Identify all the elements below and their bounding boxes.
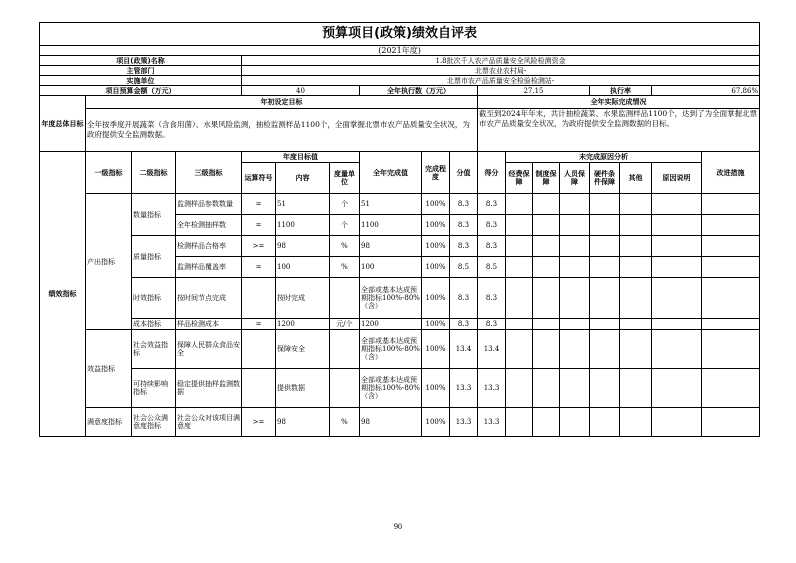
indicator-op xyxy=(242,369,276,408)
improve-header: 改进措施 xyxy=(702,152,760,194)
other-header: 其他 xyxy=(620,163,652,194)
indicator-full: 98 xyxy=(360,408,422,437)
indicator-name: 检测样品合格率 xyxy=(176,236,242,257)
indicator-score: 8.3 xyxy=(450,278,478,319)
unit-value: 北票市农产品质量安全检验检测站- xyxy=(242,76,760,86)
indicator-score: 8.5 xyxy=(450,257,478,278)
indicator-degree: 100% xyxy=(422,319,450,330)
indicator-degree: 100% xyxy=(422,257,450,278)
indicator-op: = xyxy=(242,257,276,278)
indicator-got: 13.3 xyxy=(478,408,506,437)
indicator-full: 51 xyxy=(360,194,422,215)
reason-group-header: 未完成原因分析 xyxy=(506,152,702,163)
actual-goal-header: 全年实际完成情况 xyxy=(478,96,760,109)
l1-satisfaction: 满意度指标 xyxy=(86,408,132,437)
page-title: 预算项目(政策)绩效自评表 xyxy=(40,23,760,46)
target-group-header: 年度目标值 xyxy=(242,152,360,163)
indicator-score: 13.3 xyxy=(450,369,478,408)
indicator-got: 8.3 xyxy=(478,278,506,319)
indicator-score: 8.3 xyxy=(450,236,478,257)
l2-sustain: 可持续影响指标 xyxy=(132,369,176,408)
indicator-degree: 100% xyxy=(422,194,450,215)
indicator-got: 8.3 xyxy=(478,215,506,236)
exec-label: 全年执行数（万元） xyxy=(360,86,478,96)
indicator-unit: 个 xyxy=(330,194,360,215)
indicator-name: 监测样品覆盖率 xyxy=(176,257,242,278)
op-header: 运算符号 xyxy=(242,163,276,194)
indicator-full: 1100 xyxy=(360,215,422,236)
indicator-full: 1200 xyxy=(360,319,422,330)
indicator-degree: 100% xyxy=(422,408,450,437)
indicator-content: 1200 xyxy=(276,319,330,330)
l1-header: 一级指标 xyxy=(86,152,132,194)
l1-output: 产出指标 xyxy=(86,194,132,330)
l2-cost: 成本指标 xyxy=(132,319,176,330)
full-header: 全年完成值 xyxy=(360,152,422,194)
annual-goal-label: 年度总体目标 xyxy=(40,96,86,152)
indicator-content: 100 xyxy=(276,257,330,278)
indicator-degree: 100% xyxy=(422,278,450,319)
indicator-name: 社会公众对该项目满意度 xyxy=(176,408,242,437)
indicator-got: 8.3 xyxy=(478,194,506,215)
initial-goal-header: 年初设定目标 xyxy=(86,96,478,109)
indicator-degree: 100% xyxy=(422,369,450,408)
indicator-full: 全部或基本达成预期指标100%-80%（含） xyxy=(360,369,422,408)
indicator-content: 1100 xyxy=(276,215,330,236)
l3-header: 三级指标 xyxy=(176,152,242,194)
indicator-got: 8.3 xyxy=(478,236,506,257)
project-name-label: 项目(政策)名称 xyxy=(40,56,242,66)
indicator-unit: 元/个 xyxy=(330,319,360,330)
indicator-op: >= xyxy=(242,408,276,437)
self-evaluation-table xyxy=(39,22,760,437)
econ-header: 经费保障 xyxy=(506,163,533,194)
indicator-full: 全部或基本达成预期指标100%-80%（含） xyxy=(360,278,422,319)
exec-value: 27.15 xyxy=(478,86,590,96)
indicator-score: 8.3 xyxy=(450,215,478,236)
indicator-content: 提供数据 xyxy=(276,369,330,408)
indicator-op: = xyxy=(242,194,276,215)
indicator-got: 8.5 xyxy=(478,257,506,278)
indicator-name: 样品检测成本 xyxy=(176,319,242,330)
indicator-full: 全部或基本达成预期指标100%-80%（含） xyxy=(360,330,422,369)
l2-quality: 质量指标 xyxy=(132,236,176,278)
staff-header: 人员保障 xyxy=(560,163,590,194)
indicator-name: 按时间节点完成 xyxy=(176,278,242,319)
indicator-op xyxy=(242,278,276,319)
indicator-unit: % xyxy=(330,257,360,278)
hw-header: 硬件条件保障 xyxy=(590,163,620,194)
indicator-name: 全年检测抽样数 xyxy=(176,215,242,236)
indicator-degree: 100% xyxy=(422,236,450,257)
budget-value: 40 xyxy=(242,86,360,96)
rate-value: 67.86% xyxy=(652,86,760,96)
content-header: 内容 xyxy=(276,163,330,194)
indicator-op: = xyxy=(242,215,276,236)
indicator-op: >= xyxy=(242,236,276,257)
project-name-value: 1.8批次千人农产品质量安全风险检测资金 xyxy=(242,56,760,66)
indicator-full: 98 xyxy=(360,236,422,257)
initial-goal-text: 全年按季度开展蔬菜（含食用菌）、水果风险监测，抽检监测样品1100个，全面掌握北票市农产品质量安全状况，为政府提供安全监测数据。 xyxy=(86,109,478,152)
desc-header: 原因说明 xyxy=(652,163,702,194)
indicator-score: 8.3 xyxy=(450,319,478,330)
l2-time: 时效指标 xyxy=(132,278,176,319)
indicator-degree: 100% xyxy=(422,330,450,369)
score-header: 分值 xyxy=(450,152,478,194)
indicator-content: 51 xyxy=(276,194,330,215)
l2-social: 社会效益指标 xyxy=(132,330,176,369)
indicator-content: 按时完成 xyxy=(276,278,330,319)
actual-goal-text: 截至到2024年年末，共计抽检蔬菜、水果监测样品1100个，达到了为全面掌握北票市农产品质量安全状况，为政府提供安全监测数据的目标。 xyxy=(478,109,760,152)
indicator-op: = xyxy=(242,319,276,330)
indicator-score: 8.3 xyxy=(450,194,478,215)
indicator-name: 监测样品参数数量 xyxy=(176,194,242,215)
l2-public: 社会公众满意度指标 xyxy=(132,408,176,437)
degree-header: 完成程度 xyxy=(422,152,450,194)
l2-header: 二级指标 xyxy=(132,152,176,194)
perf-label: 绩效指标 xyxy=(40,152,86,437)
indicator-got: 13.3 xyxy=(478,369,506,408)
l1-effect: 效益指标 xyxy=(86,330,132,408)
indicator-unit: 个 xyxy=(330,215,360,236)
indicator-unit xyxy=(330,330,360,369)
indicator-unit xyxy=(330,369,360,408)
indicator-unit: % xyxy=(330,236,360,257)
indicator-unit xyxy=(330,278,360,319)
indicator-name: 保障人民群众食品安全 xyxy=(176,330,242,369)
unit-label: 实施单位 xyxy=(40,76,242,86)
indicator-content: 98 xyxy=(276,408,330,437)
indicator-got: 13.4 xyxy=(478,330,506,369)
dept-value: 北票农业农村局- xyxy=(242,66,760,76)
indicator-content: 保障安全 xyxy=(276,330,330,369)
l2-qty: 数量指标 xyxy=(132,194,176,236)
rate-label: 执行率 xyxy=(590,86,652,96)
indicator-name: 稳定提供抽样监测数据 xyxy=(176,369,242,408)
indicator-score: 13.4 xyxy=(450,330,478,369)
got-header: 得分 xyxy=(478,152,506,194)
page-number: 90 xyxy=(394,522,402,531)
indicator-got: 8.3 xyxy=(478,319,506,330)
indicator-degree: 100% xyxy=(422,215,450,236)
unit-header: 度量单位 xyxy=(330,163,360,194)
indicator-unit: % xyxy=(330,408,360,437)
budget-label: 项目预算金额（万元） xyxy=(40,86,242,96)
sys-header: 制度保障 xyxy=(533,163,560,194)
indicator-score: 13.3 xyxy=(450,408,478,437)
fiscal-year: (2021年度) xyxy=(40,46,760,56)
indicator-content: 98 xyxy=(276,236,330,257)
indicator-op xyxy=(242,330,276,369)
indicator-full: 100 xyxy=(360,257,422,278)
dept-label: 主管部门 xyxy=(40,66,242,76)
